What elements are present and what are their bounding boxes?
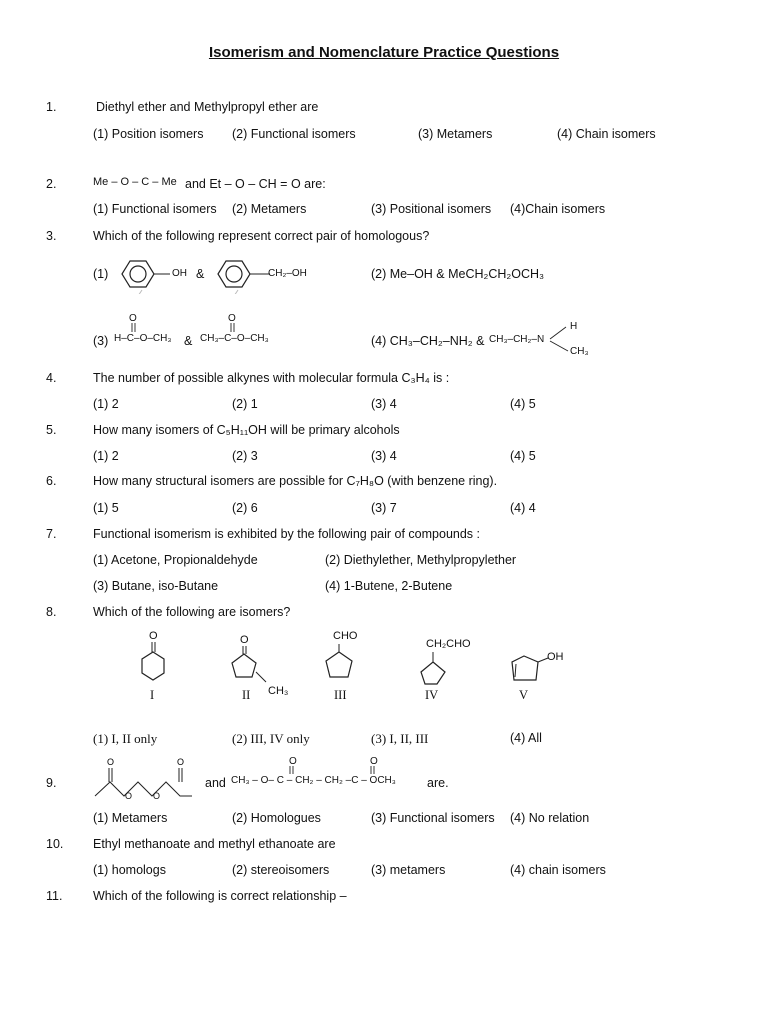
- question-number: 6.: [46, 474, 57, 488]
- struct-iii-cho: CHO: [333, 630, 358, 642]
- option-4[interactable]: (4) All: [510, 731, 542, 745]
- option-2[interactable]: (2) Metamers: [232, 202, 307, 216]
- amine-bonds: [548, 323, 572, 353]
- question-number: 1.: [46, 100, 57, 114]
- question-number: 3.: [46, 229, 57, 243]
- ester-o-1: O: [125, 791, 133, 801]
- question-text: How many isomers of C₅H₁₁OH will be primary alcohols: [93, 423, 400, 437]
- double-bond-a: [130, 323, 138, 333]
- option-3[interactable]: (3) 4: [371, 449, 397, 463]
- option-4[interactable]: (4) Chain isomers: [557, 127, 656, 141]
- question-text: Which of the following are isomers?: [93, 605, 291, 619]
- option-2[interactable]: (2) Me–OH & MeCH₂CH₂OCH₃: [371, 267, 545, 281]
- option-2[interactable]: (2) 6: [232, 501, 258, 515]
- struct-ii-o: O: [240, 634, 249, 646]
- option-1[interactable]: (1) Position isomers: [93, 127, 204, 141]
- struct-i-label: I: [150, 688, 155, 702]
- question-text: How many structural isomers are possible for C₇H₈O (with benzene ring).: [93, 474, 498, 488]
- carbonyl-o-a: O: [289, 756, 297, 767]
- svg-text:.: .: [121, 793, 124, 802]
- option-3[interactable]: (3) Positional isomers: [371, 202, 492, 216]
- question-3-options-row1: [0, 260, 768, 290]
- option-4[interactable]: (4)Chain isomers: [510, 202, 606, 216]
- question-text: The number of possible alkynes with molecular formula C₃H₄ is :: [93, 371, 450, 385]
- question-text: Which of the following represent correct pair of homologous?: [93, 229, 430, 243]
- ampersand: &: [196, 267, 205, 281]
- question-number: 4.: [46, 371, 57, 385]
- phenol-ring: [112, 260, 172, 294]
- option-4[interactable]: (4) 5: [510, 449, 536, 463]
- option-2[interactable]: (2) stereoisomers: [232, 863, 330, 877]
- question-text: Diethyl ether and Methylpropyl ether are: [96, 100, 319, 114]
- option-1[interactable]: (1) Acetone, Propionaldehyde: [93, 553, 258, 567]
- formate-ester: H–C–O–CH₃: [114, 333, 172, 344]
- question-number: 2.: [46, 177, 57, 191]
- ester-o-2: O: [153, 791, 161, 801]
- option-2[interactable]: (2) 1: [232, 397, 258, 411]
- question-text: Ethyl methanoate and methyl ethanoate are: [93, 837, 336, 851]
- carbonyl-o-b: O: [228, 313, 236, 324]
- benzyl-alcohol-ring: [208, 260, 270, 294]
- amine-ch3: CH₃: [570, 346, 589, 357]
- option-4[interactable]: (4) 1-Butene, 2-Butene: [325, 579, 453, 593]
- question-number: 8.: [46, 605, 57, 619]
- option-4[interactable]: (4) chain isomers: [510, 863, 606, 877]
- struct-iii-label: III: [334, 688, 347, 702]
- option-1-label[interactable]: (1): [93, 267, 109, 281]
- question-number: 7.: [46, 527, 57, 541]
- ch2oh-label: CH₂–OH: [268, 268, 307, 279]
- question-3-options-row2: [0, 313, 768, 363]
- question-text: and Et – O – CH = O are:: [185, 177, 326, 191]
- option-1[interactable]: (1) 2: [93, 397, 119, 411]
- acetate-ester: CH₃–C–O–CH₃: [200, 333, 269, 344]
- option-1[interactable]: (1) Functional isomers: [93, 202, 217, 216]
- option-4[interactable]: (4) No relation: [510, 811, 590, 825]
- option-4[interactable]: (4) 4: [510, 501, 536, 515]
- amine-h: H: [570, 321, 578, 332]
- amine-chain: CH₃–CH₂–N: [489, 334, 545, 345]
- question-number: 5.: [46, 423, 57, 437]
- struct-v-oh: OH: [547, 651, 564, 663]
- page-title: Isomerism and Nomenclature Practice Questions: [208, 44, 560, 61]
- option-2[interactable]: (2) III, IV only: [232, 731, 310, 746]
- option-1[interactable]: (1) Metamers: [93, 811, 168, 825]
- struct-iv-label: IV: [425, 688, 439, 702]
- struct-i-o: O: [149, 630, 158, 642]
- oh-label: OH: [172, 268, 187, 279]
- option-3[interactable]: (3) Functional isomers: [371, 811, 495, 825]
- struct-ii-label: II: [242, 688, 251, 702]
- question-text: Functional isomerism is exhibited by the following pair of compounds :: [93, 527, 480, 541]
- struct-ii-ch3: CH₃: [268, 685, 289, 697]
- struct-i-cyclohexanone: [138, 642, 168, 692]
- option-3[interactable]: (3) Butane, iso-Butane: [93, 579, 219, 593]
- struct-v-label: V: [519, 688, 529, 702]
- option-3[interactable]: (3) 4: [371, 397, 397, 411]
- option-4[interactable]: (4) 5: [510, 397, 536, 411]
- dimethyl-succinate-formula: CH₃ – O– C – CH₂ – CH₂ –C – OCH₃: [231, 775, 396, 786]
- svg-text:O: O: [177, 757, 185, 767]
- and-text: and: [205, 776, 226, 790]
- question-number: 10.: [46, 837, 64, 851]
- double-bond-b: [229, 323, 237, 333]
- option-3[interactable]: (3) I, II, III: [371, 731, 429, 746]
- option-1[interactable]: (1) homologs: [93, 863, 166, 877]
- option-3[interactable]: (3) metamers: [371, 863, 446, 877]
- option-3[interactable]: (3) 7: [371, 501, 397, 515]
- question-text: Which of the following is correct relationship –: [93, 889, 347, 903]
- carbonyl-o-a: O: [129, 313, 137, 324]
- question-9: [0, 756, 768, 802]
- option-2[interactable]: (2) Diethylether, Methylpropylether: [325, 553, 517, 567]
- ampersand: &: [184, 334, 193, 348]
- option-1[interactable]: (1) 2: [93, 449, 119, 463]
- svg-text:O: O: [107, 757, 115, 767]
- question-number: 11.: [46, 889, 63, 903]
- option-1[interactable]: (1) 5: [93, 501, 119, 515]
- option-2[interactable]: (2) 3: [232, 449, 258, 463]
- question-number: 9.: [46, 776, 57, 790]
- option-2[interactable]: (2) Functional isomers: [232, 127, 356, 141]
- struct-iv-cyclobutane: [416, 652, 450, 686]
- carbonyl-o-b: O: [370, 756, 378, 767]
- struct-iii-cyclopentane: [322, 644, 356, 686]
- option-1[interactable]: (1) I, II only: [93, 731, 158, 746]
- option-2[interactable]: (2) Homologues: [232, 811, 321, 825]
- are-text: are.: [427, 776, 449, 790]
- question-8-structures: [0, 628, 768, 708]
- option-4-label[interactable]: (4) CH₃–CH₂–NH₂ &: [371, 334, 485, 348]
- formula-me-o-c-me: Me – O – C – Me: [93, 176, 177, 188]
- skeletal-diester: [92, 756, 196, 802]
- option-3-label[interactable]: (3): [93, 334, 109, 348]
- struct-iv-ch2cho: CH₂CHO: [426, 638, 471, 650]
- option-3[interactable]: (3) Metamers: [418, 127, 493, 141]
